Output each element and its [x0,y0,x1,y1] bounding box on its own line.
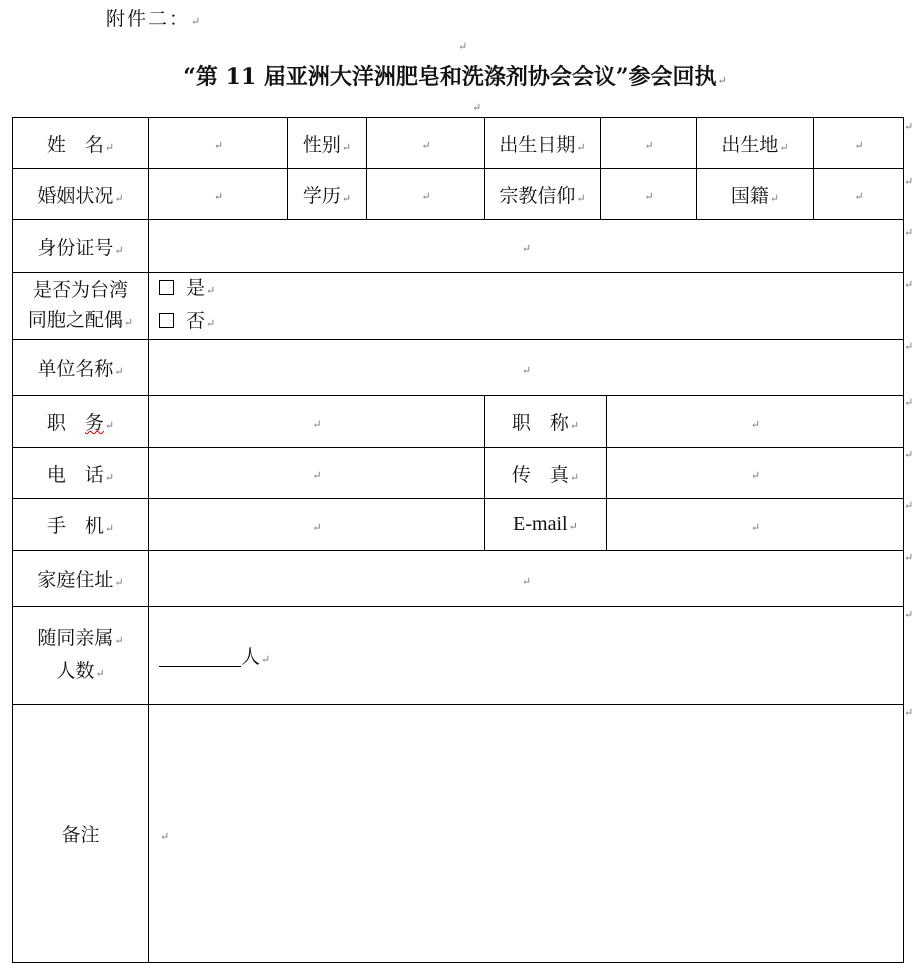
name-label: 姓 名↵ [13,118,149,169]
remarks-label: 备注 [13,705,149,963]
organization-field[interactable]: ↵ [149,340,904,396]
birthplace-field[interactable]: ↵ [814,118,904,169]
table-row [13,273,904,340]
option-no[interactable]: 否↵ [159,306,899,339]
marital-status-label: 婚姻状况↵ [13,169,149,220]
religion-label: 宗教信仰↵ [485,169,601,220]
row-end-mark: ↵ [904,278,913,291]
education-label: 学历↵ [288,169,367,220]
phone-label: 电 话↵ [13,448,149,499]
title-field[interactable]: ↵ [607,396,904,448]
table-row [13,169,904,220]
checkbox-yes[interactable] [159,280,174,295]
relatives-count-label: 随同亲属↵ 人数↵ [13,607,149,705]
phone-field[interactable]: ↵ [149,448,485,499]
table-row [13,705,904,963]
row-end-mark: ↵ [904,120,913,133]
registration-form [12,117,904,963]
row-end-mark: ↵ [904,175,913,188]
id-number-field[interactable]: ↵ [149,220,904,273]
birth-date-label: 出生日期↵ [485,118,601,169]
mobile-label: 手 机↵ [13,499,149,551]
table-row [13,340,904,396]
table-row [13,396,904,448]
table-row [13,607,904,705]
option-yes[interactable]: 是↵ [159,273,899,306]
education-field[interactable]: ↵ [367,169,485,220]
fax-label: 传 真↵ [485,448,607,499]
row-end-mark: ↵ [904,396,913,409]
mobile-field[interactable]: ↵ [149,499,485,551]
table-row [13,118,904,169]
relatives-count-blank[interactable] [159,646,241,667]
taiwan-spouse-label: 是否为台湾 同胞之配偶↵ [13,273,149,340]
attachment-label: 附件二：↵ [106,8,203,30]
title-label: 职 称↵ [485,396,607,448]
table-row [13,499,904,551]
gender-field[interactable]: ↵ [367,118,485,169]
row-end-mark: ↵ [904,551,913,564]
id-number-label: 身份证号↵ [13,220,149,273]
home-address-field[interactable]: ↵ [149,551,904,607]
birthplace-label: 出生地↵ [697,118,814,169]
religion-field[interactable]: ↵ [601,169,697,220]
paragraph-mark: ↵ [458,40,468,53]
row-end-mark: ↵ [904,340,913,353]
email-label: E-mail↵ [485,499,607,551]
birth-date-field[interactable]: ↵ [601,118,697,169]
name-field[interactable]: ↵ [149,118,288,169]
table-row [13,220,904,273]
table-row [13,551,904,607]
table-row [13,448,904,499]
relatives-count-field: 人↵ [149,607,904,705]
remarks-field[interactable]: ↵ [149,705,904,963]
gender-label: 性别↵ [288,118,367,169]
row-end-mark: ↵ [904,448,913,461]
nationality-field[interactable]: ↵ [814,169,904,220]
email-field[interactable]: ↵ [607,499,904,551]
position-field[interactable]: ↵ [149,396,485,448]
organization-label: 单位名称↵ [13,340,149,396]
nationality-label: 国籍↵ [697,169,814,220]
home-address-label: 家庭住址↵ [13,551,149,607]
marital-status-field[interactable]: ↵ [149,169,288,220]
position-label: 职 务↵ [13,396,149,448]
paragraph-mark: ↵ [472,101,482,114]
checkbox-no[interactable] [159,313,174,328]
row-end-mark: ↵ [904,226,913,239]
fax-field[interactable]: ↵ [607,448,904,499]
taiwan-spouse-options [149,273,904,340]
row-end-mark: ↵ [904,706,913,719]
row-end-mark: ↵ [904,608,913,621]
row-end-mark: ↵ [904,499,913,512]
page-title: “第 11 届亚洲大洋洲肥皂和洗涤剂协会会议”参会回执↵ [183,64,727,90]
